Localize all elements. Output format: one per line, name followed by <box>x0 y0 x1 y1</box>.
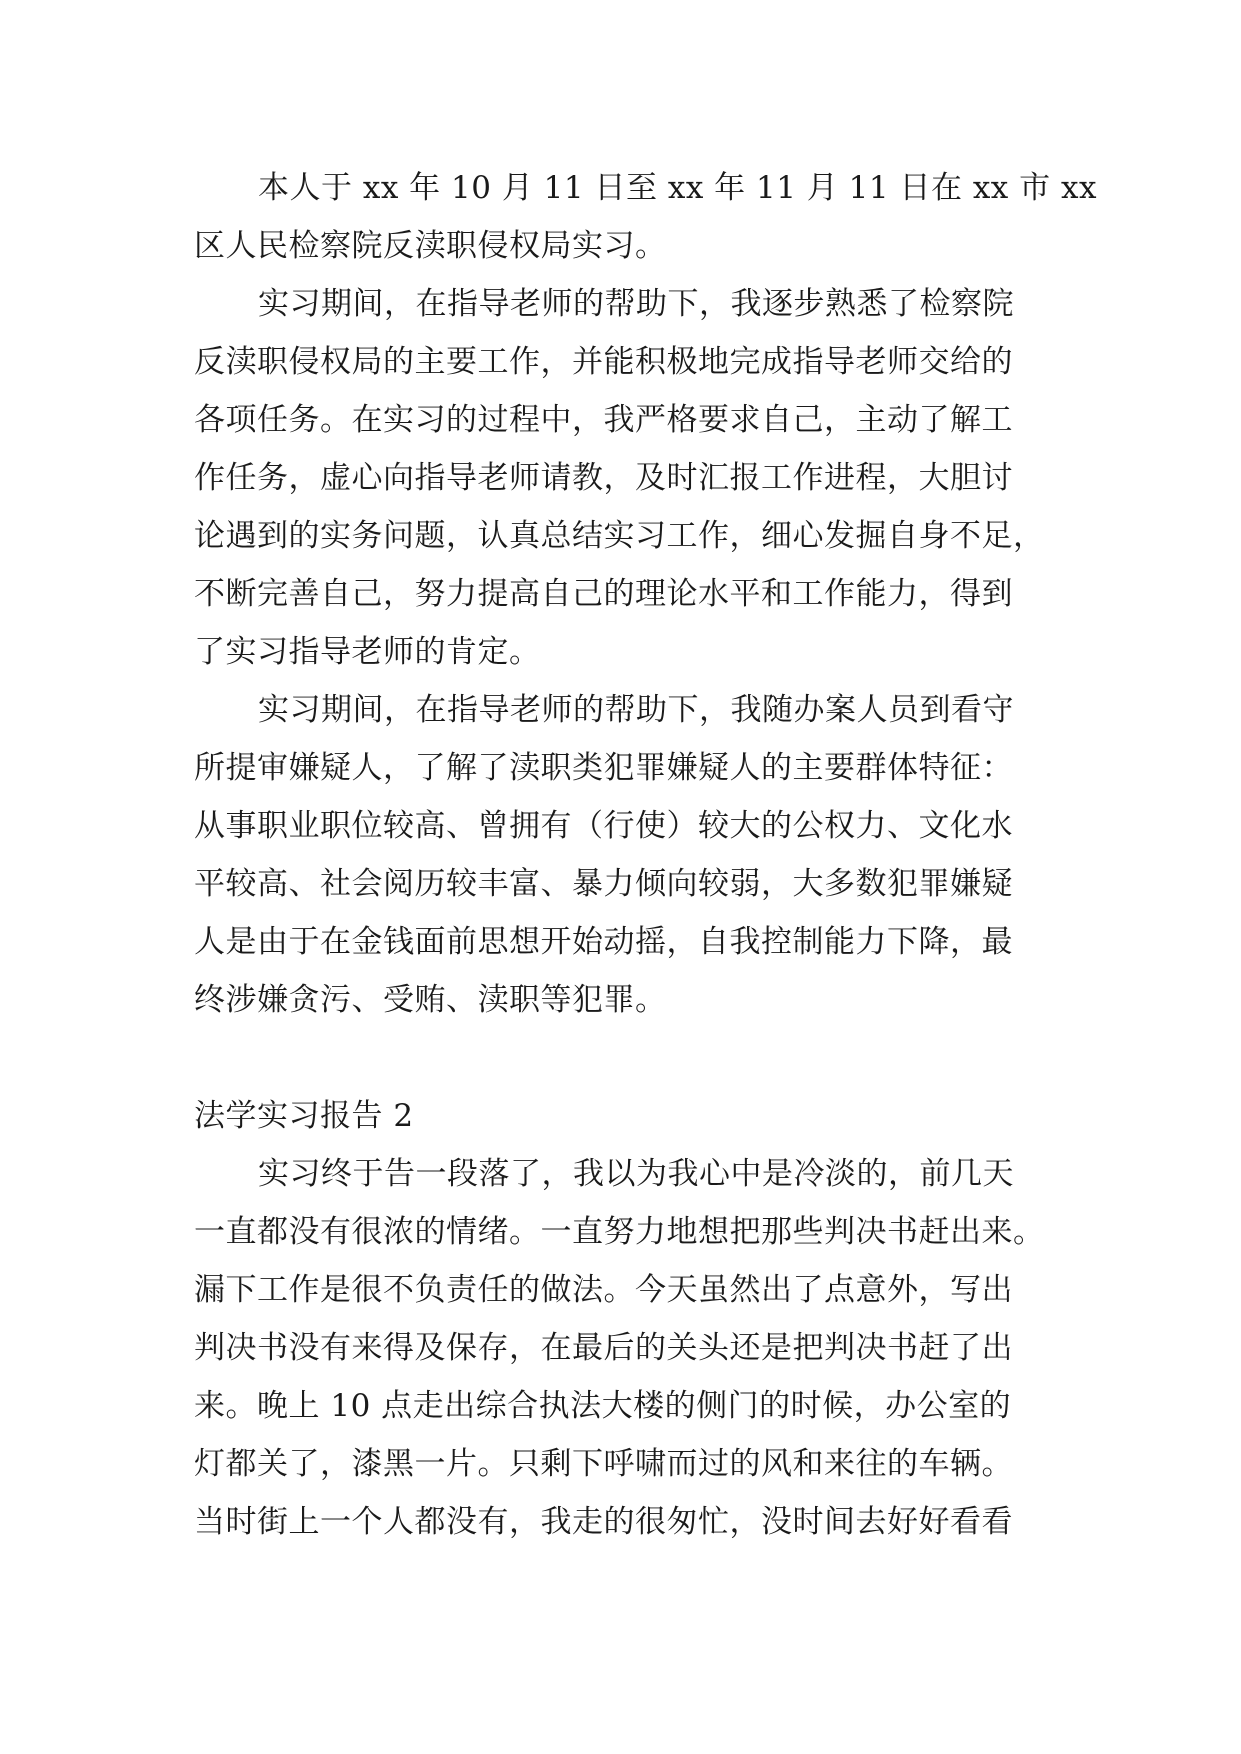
section-paragraph-line-7: 当时街上一个人都没有，我走的很匆忙，没时间去好好看看 <box>194 1504 1013 1540</box>
paragraph-2-line-2: 反渎职侵权局的主要工作，并能积极地完成指导老师交给的 <box>194 344 1013 380</box>
section-paragraph-line-1: 实习终于告一段落了，我以为我心中是冷淡的，前几天 <box>258 1156 1014 1192</box>
paragraph-3-line-4: 平较高、社会阅历较丰富、暴力倾向较弱，大多数犯罪嫌疑 <box>194 866 1013 902</box>
paragraph-3-line-1: 实习期间，在指导老师的帮助下，我随办案人员到看守 <box>258 692 1014 728</box>
paragraph-2-line-3: 各项任务。在实习的过程中，我严格要求自己，主动了解工 <box>194 402 1013 438</box>
paragraph-3-line-3: 从事职业职位较高、曾拥有（行使）较大的公权力、文化水 <box>194 808 1013 844</box>
paragraph-2-line-7: 了实习指导老师的肯定。 <box>194 634 541 670</box>
paragraph-1-line-2: 区人民检察院反渎职侵权局实习。 <box>194 228 667 264</box>
paragraph-3-line-5: 人是由于在金钱面前思想开始动摇，自我控制能力下降，最 <box>194 924 1013 960</box>
paragraph-3-line-6: 终涉嫌贪污、受贿、渎职等犯罪。 <box>194 982 667 1018</box>
section-paragraph-line-5: 来。晚上 10 点走出综合执法大楼的侧门的时候，办公室的 <box>194 1388 1012 1424</box>
section-title: 法学实习报告 2 <box>194 1098 414 1134</box>
section-paragraph-line-2: 一直都没有很浓的情绪。一直努力地想把那些判决书赶出来。 <box>194 1214 1045 1250</box>
paragraph-1-line-1: 本人于 xx 年 10 月 11 日至 xx 年 11 月 11 日在 xx 市 xx <box>258 170 1097 206</box>
paragraph-3-line-2: 所提审嫌疑人，了解了渎职类犯罪嫌疑人的主要群体特征： <box>194 750 1013 786</box>
section-paragraph-line-6: 灯都关了，漆黑一片。只剩下呼啸而过的风和来往的车辆。 <box>194 1446 1013 1482</box>
section-paragraph-line-3: 漏下工作是很不负责任的做法。今天虽然出了点意外，写出 <box>194 1272 1013 1308</box>
paragraph-2-line-6: 不断完善自己，努力提高自己的理论水平和工作能力，得到 <box>194 576 1013 612</box>
paragraph-2-line-1: 实习期间，在指导老师的帮助下，我逐步熟悉了检察院 <box>258 286 1014 322</box>
paragraph-2-line-4: 作任务，虚心向指导老师请教，及时汇报工作进程，大胆讨 <box>194 460 1013 496</box>
paragraph-2-line-5: 论遇到的实务问题，认真总结实习工作，细心发掘自身不足， <box>194 518 1045 554</box>
section-paragraph-line-4: 判决书没有来得及保存，在最后的关头还是把判决书赶了出 <box>194 1330 1013 1366</box>
